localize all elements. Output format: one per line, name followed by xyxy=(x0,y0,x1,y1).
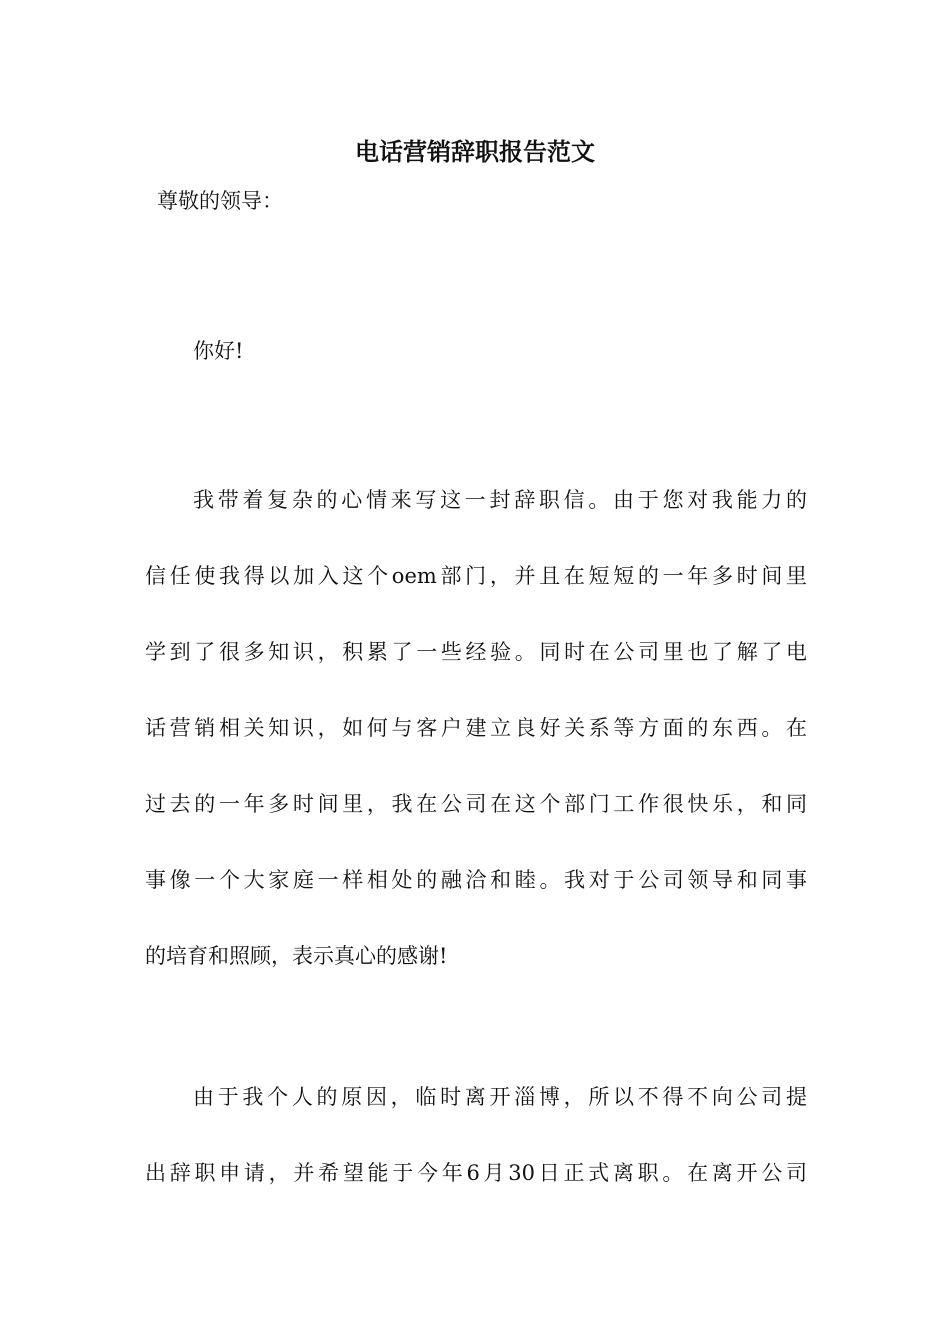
paragraph-gratitude xyxy=(145,486,807,1018)
paragraph-line: 我带着复杂的心情来写这一封辞职信。由于您对我能力的 xyxy=(193,488,807,512)
paragraph-resignation-reason xyxy=(145,1083,807,1235)
paragraph-line: 的培育和照顾，表示真心的感谢! xyxy=(145,944,448,968)
salutation: 尊敬的领导： xyxy=(157,189,283,213)
paragraph-line: 由于我个人的原因，临时离开淄博，所以不得不向公司提 xyxy=(193,1085,807,1109)
paragraph-line: 学到了很多知识，积累了一些经验。同时在公司里也了解了电 xyxy=(145,640,807,664)
document-title: 电话营销辞职报告范文 xyxy=(355,137,595,166)
paragraph-line: 信任使我得以加入这个oem部门，并且在短短的一年多时间里 xyxy=(145,564,807,588)
greeting: 你好! xyxy=(193,339,244,363)
paragraph-line: 事像一个大家庭一样相处的融洽和睦。我对于公司领导和同事 xyxy=(145,868,807,892)
paragraph-line: 过去的一年多时间里，我在公司在这个部门工作很快乐，和同 xyxy=(145,792,807,816)
paragraph-line: 出辞职申请，并希望能于今年6月30日正式离职。在离开公司 xyxy=(145,1161,807,1185)
paragraph-line: 话营销相关知识，如何与客户建立良好关系等方面的东西。在 xyxy=(145,716,807,740)
